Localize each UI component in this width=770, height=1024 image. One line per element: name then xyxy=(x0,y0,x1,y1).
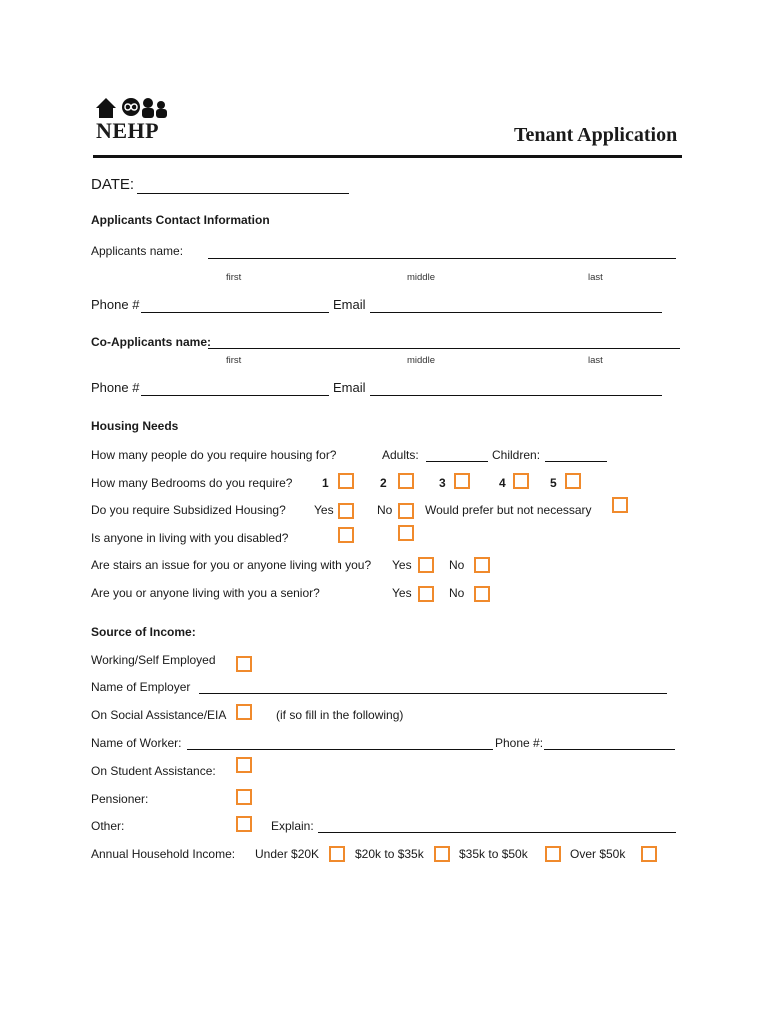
income-range-1-checkbox[interactable] xyxy=(329,846,345,862)
pensioner-checkbox[interactable] xyxy=(236,789,252,805)
applicant-name-label: Applicants name: xyxy=(91,244,184,258)
senior-yes-checkbox[interactable] xyxy=(418,586,434,602)
subsidized-yes-label: Yes xyxy=(314,503,334,517)
bedroom-option-1-checkbox[interactable] xyxy=(338,473,354,489)
disabled-question: Is anyone in living with you disabled? xyxy=(91,531,289,545)
other-label: Other: xyxy=(91,819,125,833)
phone-field[interactable] xyxy=(141,312,329,313)
housing-heading: Housing Needs xyxy=(91,419,179,433)
co-email-field[interactable] xyxy=(370,395,662,396)
income-range-4-label: Over $50k xyxy=(570,847,626,861)
student-assistance-label: On Student Assistance: xyxy=(91,764,216,778)
senior-yes-label: Yes xyxy=(392,586,412,600)
co-middle-caption: middle xyxy=(407,355,435,366)
working-checkbox[interactable] xyxy=(236,656,252,672)
explain-field[interactable] xyxy=(318,832,676,833)
other-checkbox[interactable] xyxy=(236,816,252,832)
bedrooms-question: How many Bedrooms do you require? xyxy=(91,476,293,490)
co-phone-field[interactable] xyxy=(141,395,329,396)
subsidized-yes-checkbox[interactable] xyxy=(338,503,354,519)
worker-name-label: Name of Worker: xyxy=(91,736,182,750)
children-label: Children: xyxy=(492,448,541,462)
email-field[interactable] xyxy=(370,312,662,313)
co-last-caption: last xyxy=(588,355,603,366)
logo-text: NEHP xyxy=(96,118,160,143)
stairs-no-label: No xyxy=(449,558,465,572)
disabled-no-checkbox[interactable] xyxy=(398,525,414,541)
co-phone-label: Phone # xyxy=(91,380,140,395)
bedroom-option-1-label: 1 xyxy=(322,476,329,490)
senior-no-label: No xyxy=(449,586,465,600)
children-field[interactable] xyxy=(545,461,607,462)
coapplicant-name-field[interactable] xyxy=(208,348,680,349)
bedroom-option-3-label: 3 xyxy=(439,476,446,490)
header-rule xyxy=(93,155,682,158)
applicant-name-field[interactable] xyxy=(208,258,676,259)
date-field[interactable] xyxy=(137,193,349,194)
co-email-label: Email xyxy=(333,380,366,395)
worker-name-field[interactable] xyxy=(187,749,493,750)
bedroom-option-2-label: 2 xyxy=(380,476,387,490)
income-range-1-label: Under $20K xyxy=(255,847,320,861)
subsidized-prefer-label: Would prefer but not necessary xyxy=(425,503,592,517)
coapplicant-name-label: Co-Applicants name: xyxy=(91,335,212,349)
date-label: DATE: xyxy=(91,176,135,193)
pensioner-label: Pensioner: xyxy=(91,792,149,806)
email-label: Email xyxy=(333,297,366,312)
adults-field[interactable] xyxy=(426,461,488,462)
subsidized-no-label: No xyxy=(377,503,393,517)
student-assistance-checkbox[interactable] xyxy=(236,757,252,773)
bedroom-option-3-checkbox[interactable] xyxy=(454,473,470,489)
income-range-3-checkbox[interactable] xyxy=(545,846,561,862)
income-range-4-checkbox[interactable] xyxy=(641,846,657,862)
adults-label: Adults: xyxy=(382,448,419,462)
employer-label: Name of Employer xyxy=(91,680,191,694)
disabled-yes-checkbox[interactable] xyxy=(338,527,354,543)
stairs-yes-label: Yes xyxy=(392,558,412,572)
income-heading: Source of Income: xyxy=(91,625,196,639)
income-range-2-label: $20k to $35k xyxy=(355,847,424,861)
first-caption: first xyxy=(226,272,242,283)
senior-question: Are you or anyone living with you a senior? xyxy=(91,586,320,600)
social-assistance-note: (if so fill in the following) xyxy=(276,708,404,722)
income-range-3-label: $35k to $50k xyxy=(459,847,528,861)
contact-heading: Applicants Contact Information xyxy=(91,213,270,227)
annual-income-label: Annual Household Income: xyxy=(91,847,236,861)
employer-field[interactable] xyxy=(199,693,667,694)
social-assistance-checkbox[interactable] xyxy=(236,704,252,720)
subsidized-no-checkbox[interactable] xyxy=(398,503,414,519)
phone-label: Phone # xyxy=(91,297,140,312)
co-first-caption: first xyxy=(226,355,242,366)
subsidized-question: Do you require Subsidized Housing? xyxy=(91,503,286,517)
stairs-no-checkbox[interactable] xyxy=(474,557,490,573)
worker-phone-field[interactable] xyxy=(544,749,675,750)
subsidized-prefer-checkbox[interactable] xyxy=(612,497,628,513)
middle-caption: middle xyxy=(407,272,435,283)
logo-icon xyxy=(95,96,175,120)
senior-no-checkbox[interactable] xyxy=(474,586,490,602)
worker-phone-label: Phone #: xyxy=(495,736,544,750)
working-label: Working/Self Employed xyxy=(91,653,216,667)
bedroom-option-4-checkbox[interactable] xyxy=(513,473,529,489)
last-caption: last xyxy=(588,272,603,283)
page-title: Tenant Application xyxy=(514,124,678,146)
stairs-question: Are stairs an issue for you or anyone living with you? xyxy=(91,558,372,572)
logo xyxy=(95,96,175,142)
income-range-2-checkbox[interactable] xyxy=(434,846,450,862)
bedroom-option-5-checkbox[interactable] xyxy=(565,473,581,489)
people-question: How many people do you require housing for? xyxy=(91,448,337,462)
explain-label: Explain: xyxy=(271,819,314,833)
social-assistance-label: On Social Assistance/EIA xyxy=(91,708,227,722)
stairs-yes-checkbox[interactable] xyxy=(418,557,434,573)
bedroom-option-2-checkbox[interactable] xyxy=(398,473,414,489)
bedroom-option-5-label: 5 xyxy=(550,476,557,490)
bedroom-option-4-label: 4 xyxy=(499,476,506,490)
